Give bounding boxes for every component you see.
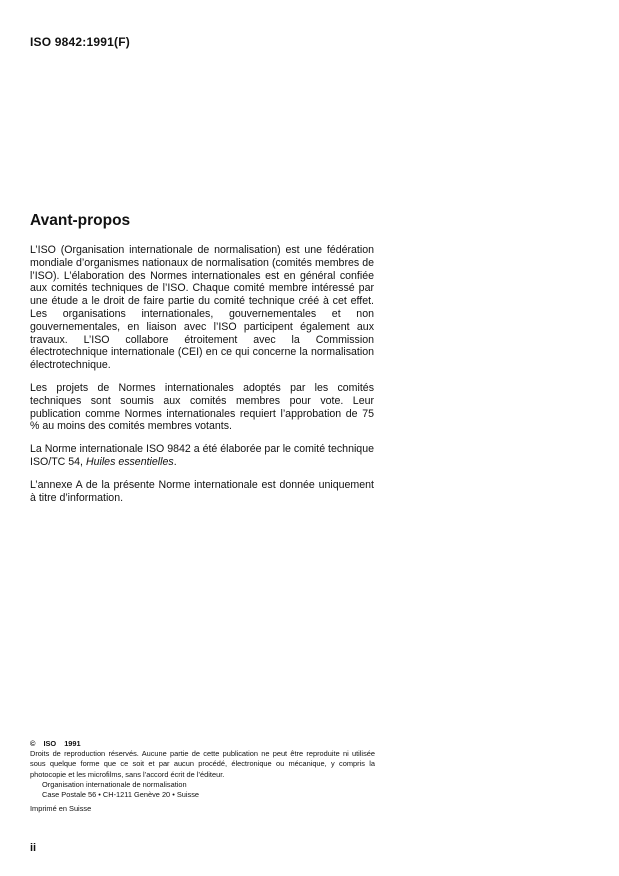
- foreword-body: [30, 244, 374, 504]
- copyright-year: 1991: [64, 739, 81, 748]
- copyright-symbol: ©: [30, 739, 36, 748]
- paragraph-draft-voting: Les projets de Normes internationales adoptés par les comités techniques sont soumis aux comités membres pour vote. Leur publication comme Normes internationales requiert l’approbation de 75 % au moins des comités membres votants.: [30, 381, 374, 433]
- paragraph-technical-committee: [30, 443, 374, 469]
- page-number: ii: [30, 842, 37, 854]
- rights-notice: Droits de reproduction réservés. Aucune partie de cette publication ne peut être reproduite ni utilisée sous quelque forme que ce soit et par aucun procédé, électronique ou mécanique, y compris la photocopie et les microfilms, sans l’accord écrit de l’éditeur.: [30, 749, 375, 779]
- copyright-line: [30, 739, 375, 749]
- committee-title: Huiles essentielles: [85, 455, 174, 468]
- copyright-org: ISO: [43, 739, 57, 748]
- org-name: Organisation internationale de normalisation: [42, 779, 187, 789]
- copyright-footer: [30, 739, 375, 814]
- postal-address: Case Postale 56 • CH-1211 Genève 20 • Suisse: [42, 790, 200, 800]
- paragraph-iso-organisation: L’ISO (Organisation internationale de normalisation) est une fédération mondiale d’organismes nationaux de normalisation (comités membres de l’ISO). L’élaboration des Normes internationales est en général confiée aux comités techniques de l’ISO. Chaque comité membre intéressé par une étude a le droit de faire partie du comité technique créé à cet effet. Les organisations internationales, gouvernementales et non gouvernementales, en liaison avec l’ISO participent également aux travaux. L’ISO collabore étroitement avec la Commission électrotechnique internationale (CEI) en ce qui concerne la normalisation électrotechnique.: [30, 244, 374, 372]
- paragraph-annex-info: L’annexe A de la présente Norme internationale est donnée uniquement à titre d’information.: [30, 478, 374, 504]
- committee-text: La Norme internationale ISO 9842 a été élaborée par le comité technique ISO/TC 54,: [30, 443, 374, 468]
- section-title: Avant-propos: [30, 212, 131, 229]
- printed-in: Imprimé en Suisse: [30, 804, 92, 814]
- committee-period: .: [173, 455, 177, 468]
- document-id: ISO 9842:1991(F): [30, 35, 130, 49]
